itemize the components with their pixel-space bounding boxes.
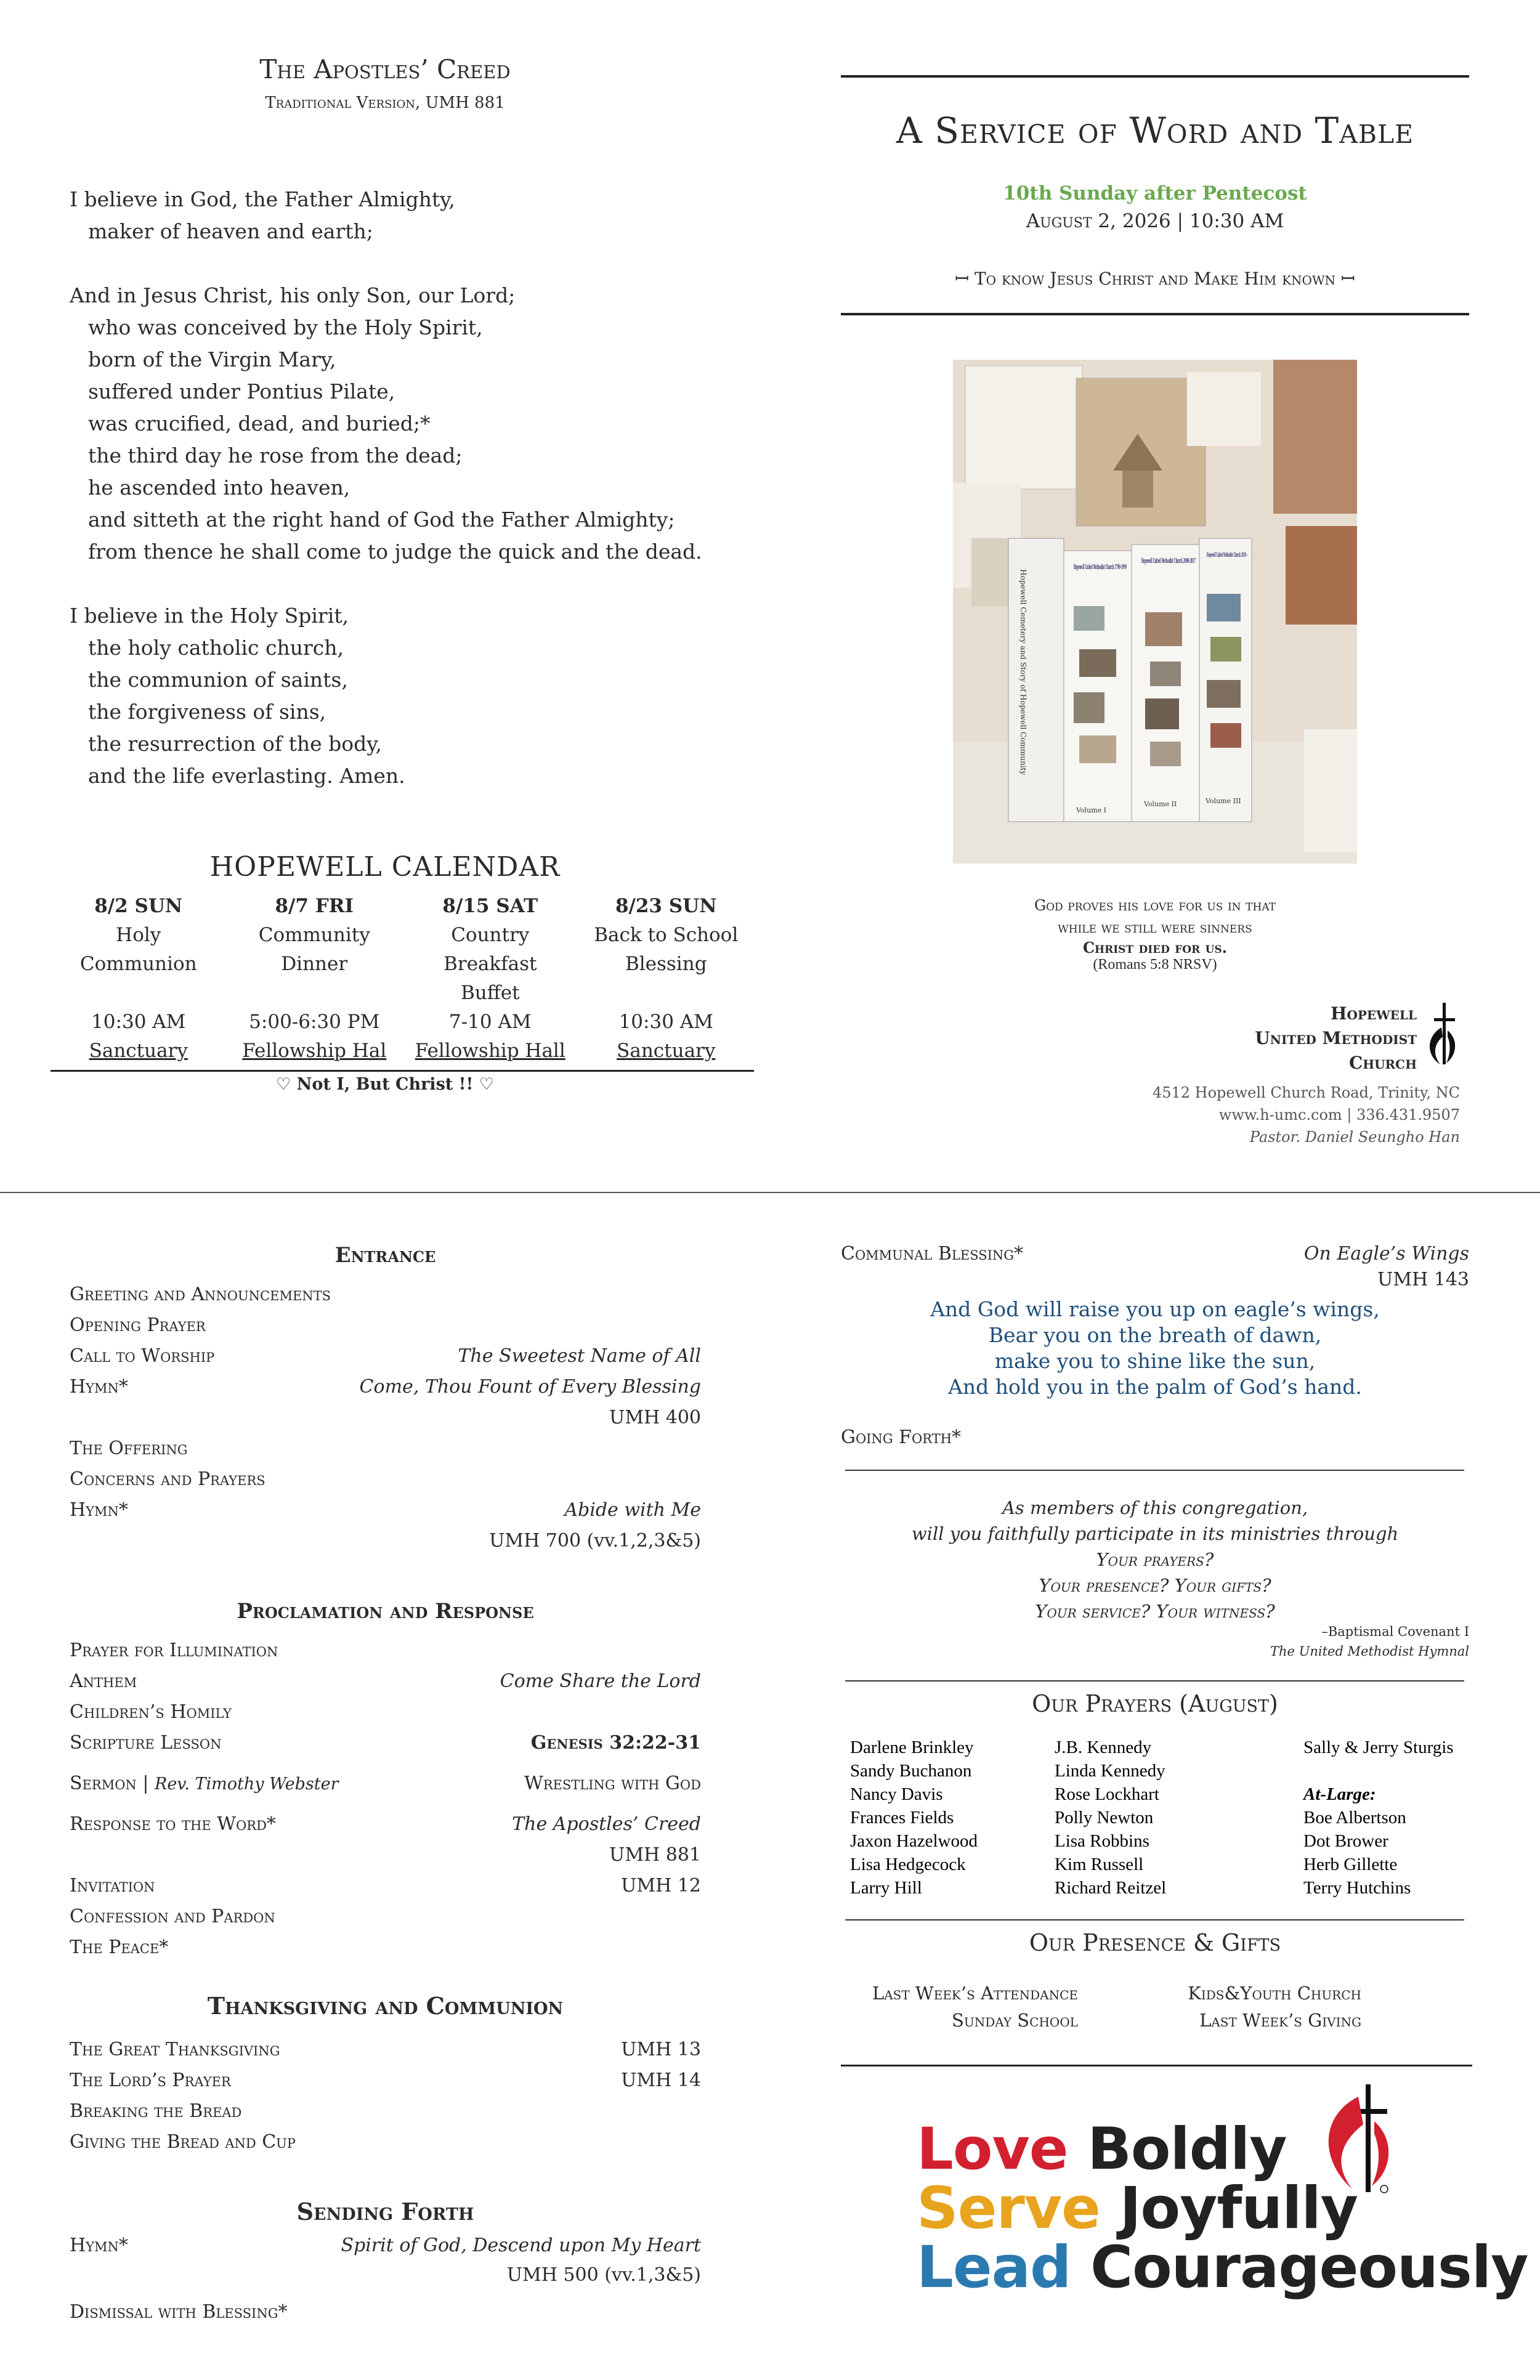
covenant-line-5: Your service? Your witness? bbox=[1035, 1601, 1275, 1622]
prayer-name: Linda Kennedy bbox=[1055, 1761, 1165, 1781]
divider-4 bbox=[841, 2065, 1472, 2066]
church-name-line-1: Hopewell bbox=[1331, 1003, 1417, 1024]
prayer-name: Lisa Hedgecock bbox=[850, 1855, 966, 1874]
section-entrance: Entrance bbox=[334, 1243, 436, 1268]
calendar-event-l3: Buffet bbox=[460, 982, 520, 1004]
sunday-school-label: Sunday School bbox=[952, 2010, 1078, 2031]
creed-gap bbox=[70, 568, 702, 600]
prayer-name: Frances Fields bbox=[850, 1808, 954, 1827]
baptismal-covenant bbox=[841, 1495, 1469, 1624]
creed-line: born of the Virgin Mary, bbox=[88, 347, 336, 371]
item-giving-bread: Giving the Bread and Cup bbox=[70, 2131, 296, 2153]
calendar-event-time: 5:00-6:30 PM bbox=[249, 1011, 380, 1033]
creed-line: I believe in the Holy Spirit, bbox=[70, 604, 349, 628]
creed-line: and the life everlasting. Amen. bbox=[88, 764, 405, 788]
prayer-column-2 bbox=[1055, 1736, 1303, 1900]
book-spine-3: Hopewell United Methodist Church 2018 - bbox=[1207, 552, 1247, 559]
umc-cross-flame-icon bbox=[1315, 2078, 1395, 2201]
covenant-cite-1: –Baptismal Covenant I bbox=[1321, 1624, 1469, 1639]
item-call-to-worship: Call to Worship The Sweetest Name of All bbox=[70, 1345, 701, 1367]
item-sermon: Sermon | Rev. Timothy Webster Wrestling with God bbox=[70, 1773, 701, 1794]
calendar-event bbox=[227, 892, 403, 1066]
prayer-name: Sandy Buchanon bbox=[850, 1761, 972, 1781]
creed-gap bbox=[70, 248, 702, 280]
covenant-line-4: Your presence? Your gifts? bbox=[1039, 1575, 1271, 1596]
prayer-name: Lisa Robbins bbox=[1055, 1831, 1149, 1851]
covenant-line-2: will you faithfully participate in its ministries through bbox=[911, 1523, 1399, 1544]
history-books-illustration bbox=[953, 360, 1357, 864]
calendar-event-l3 bbox=[227, 979, 403, 1008]
calendar-event-l2: Communion bbox=[79, 953, 197, 975]
lyric-line-3: make you to shine like the sun, bbox=[994, 1349, 1316, 1373]
at-large-label: At-Large: bbox=[1303, 1784, 1376, 1804]
item-communal-blessing: Communal Blessing* On Eagle’s Wings bbox=[841, 1243, 1469, 1265]
covenant-line-1: As members of this congregation, bbox=[1002, 1497, 1308, 1518]
creed-text bbox=[70, 184, 702, 792]
prayer-name: Larry Hill bbox=[850, 1878, 922, 1898]
prayer-name: Kim Russell bbox=[1055, 1855, 1144, 1874]
calendar-event-l3 bbox=[51, 979, 227, 1008]
slogan-lead: Lead bbox=[917, 2234, 1071, 2301]
service-title: A Service of Word and Table bbox=[896, 110, 1414, 152]
prayer-name: Sally & Jerry Sturgis bbox=[1303, 1738, 1454, 1757]
item-greeting: Greeting and Announcements bbox=[70, 1284, 331, 1305]
item-peace: The Peace* bbox=[70, 1937, 169, 1958]
item-hymn-1-number: UMH 400 bbox=[609, 1407, 701, 1428]
calendar-event-loc: Sanctuary bbox=[617, 1040, 716, 1062]
item-response-number: UMH 881 bbox=[609, 1844, 701, 1866]
item-response: Response to the Word* The Apostles’ Creed bbox=[70, 1813, 701, 1835]
item-invitation: Invitation UMH 12 bbox=[70, 1875, 701, 1896]
item-hymn-3-number: UMH 500 (vv.1,3&5) bbox=[506, 2264, 701, 2286]
item-breaking-bread: Breaking the Bread bbox=[70, 2100, 242, 2122]
calendar-event-l2: Breakfast bbox=[443, 953, 537, 975]
calendar-event-loc: Fellowship Hal bbox=[242, 1040, 387, 1062]
item-scripture: Scripture Lesson Genesis 32:22-31 bbox=[70, 1732, 701, 1754]
calendar-event bbox=[51, 892, 227, 1066]
calendar-motto: ♡ Not I, But Christ !! ♡ bbox=[276, 1075, 494, 1094]
prayer-name: Richard Reitzel bbox=[1055, 1878, 1167, 1898]
book-volume-3: Volume III bbox=[1206, 797, 1241, 805]
item-offering: The Offering bbox=[70, 1438, 188, 1459]
section-sending: Sending Forth bbox=[296, 2198, 474, 2225]
verse-line-3: Christ died for us. bbox=[1082, 939, 1228, 957]
calendar-event-day: 8/7 FRI bbox=[275, 895, 354, 917]
creed-line: the resurrection of the body, bbox=[88, 732, 382, 756]
slogan-serve: Serve bbox=[917, 2175, 1100, 2242]
calendar-event-day: 8/15 SAT bbox=[442, 895, 538, 917]
slogan-love: Love bbox=[917, 2116, 1068, 2183]
calendar-event-time: 10:30 AM bbox=[618, 1011, 713, 1033]
sunday-label: 10th Sunday after Pentecost bbox=[1003, 182, 1307, 204]
calendar-event-loc: Fellowship Hall bbox=[415, 1040, 565, 1062]
slogan bbox=[917, 2116, 1528, 2301]
creed-line: I believe in God, the Father Almighty, bbox=[70, 187, 455, 211]
creed-title: The Apostles’ Creed bbox=[259, 54, 511, 84]
lyric-line-1: And God will raise you up on eagle’s wings, bbox=[930, 1297, 1380, 1321]
verse-line-1: God proves his love for us in that bbox=[1034, 897, 1276, 914]
kids-youth-label: Kids&Youth Church bbox=[1188, 1983, 1361, 2004]
attendance-label: Last Week’s Attendance bbox=[872, 1983, 1078, 2004]
cover-top-rule bbox=[841, 75, 1469, 78]
prayer-name: Herb Gillette bbox=[1303, 1855, 1398, 1874]
calendar-event-day: 8/23 SUN bbox=[615, 895, 717, 917]
item-hymn-3: Hymn* Spirit of God, Descend upon My Heart bbox=[70, 2235, 701, 2256]
creed-line: the holy catholic church, bbox=[88, 636, 344, 660]
prayer-column-3 bbox=[1303, 1736, 1478, 1900]
item-confession: Confession and Pardon bbox=[70, 1906, 275, 1927]
divider-2 bbox=[845, 1680, 1464, 1682]
book-volume-2: Volume II bbox=[1144, 800, 1177, 808]
creed-line: the forgiveness of sins, bbox=[88, 700, 326, 724]
slogan-courageously: Courageously bbox=[1090, 2234, 1528, 2301]
prayer-name: Boe Albertson bbox=[1303, 1808, 1406, 1827]
church-name-line-2: United Methodist bbox=[1255, 1028, 1417, 1048]
item-lords-prayer: The Lord’s Prayer UMH 14 bbox=[70, 2070, 701, 2091]
book-volume-1: Volume I bbox=[1076, 806, 1106, 814]
mission-statement bbox=[841, 267, 1469, 290]
mission-text: To know Jesus Christ and Make Him known bbox=[974, 269, 1336, 289]
prayers-title: Our Prayers (August) bbox=[1032, 1690, 1278, 1717]
item-going-forth: Going Forth* bbox=[841, 1427, 961, 1448]
creed-line: from thence he shall come to judge the quick and the dead. bbox=[88, 540, 702, 564]
calendar-divider bbox=[51, 1070, 754, 1072]
church-pastor: Pastor. Daniel Seungho Han bbox=[1249, 1128, 1460, 1146]
gifts-title: Our Presence & Gifts bbox=[1029, 1929, 1281, 1956]
church-name-line-3: Church bbox=[1348, 1053, 1417, 1073]
calendar-event-l1: Back to School bbox=[594, 924, 739, 946]
item-communal-number: UMH 143 bbox=[1377, 1269, 1469, 1290]
verse-reference: (Romans 5:8 NRSV) bbox=[1093, 957, 1217, 973]
item-anthem: Anthem Come Share the Lord bbox=[70, 1670, 701, 1692]
item-hymn-2-number: UMH 700 (vv.1,2,3&5) bbox=[489, 1530, 701, 1552]
prayer-name: Rose Lockhart bbox=[1055, 1784, 1159, 1804]
creed-line: suffered under Pontius Pilate, bbox=[88, 379, 395, 403]
eagle-wings-lyrics bbox=[841, 1297, 1469, 1400]
creed-line: the communion of saints, bbox=[88, 668, 348, 692]
gifts-stats bbox=[844, 1980, 1472, 2034]
creed-subtitle: Traditional Version, UMH 881 bbox=[265, 94, 505, 112]
mission-ornament-left-icon: ꟷ bbox=[955, 269, 975, 289]
calendar-event-l2: Blessing bbox=[625, 953, 707, 975]
item-homily: Children’s Homily bbox=[70, 1701, 232, 1723]
page-fold-line bbox=[0, 1192, 1540, 1193]
prayer-name: J.B. Kennedy bbox=[1055, 1738, 1152, 1757]
calendar-event-l1: Country bbox=[451, 924, 530, 946]
book-spine-4: Hopewell Cemetery and Story of Hopewell Community bbox=[1019, 569, 1027, 775]
service-date: August 2, 2026 | 10:30 AM bbox=[1026, 210, 1284, 232]
calendar-event-l2: Dinner bbox=[281, 953, 348, 975]
church-name bbox=[1170, 1002, 1417, 1075]
calendar-event-l3 bbox=[578, 979, 755, 1008]
prayer-name: Darlene Brinkley bbox=[850, 1738, 974, 1757]
cross-and-flame-icon bbox=[1423, 1003, 1460, 1071]
cover-bottom-rule bbox=[841, 313, 1469, 315]
prayer-name: Jaxon Hazelwood bbox=[850, 1831, 978, 1851]
covenant-line-3: Your prayers? bbox=[1096, 1549, 1214, 1570]
item-hymn-2: Hymn* Abide with Me bbox=[70, 1499, 701, 1521]
creed-line: he ascended into heaven, bbox=[88, 476, 351, 500]
divider-3 bbox=[845, 1919, 1464, 1921]
item-hymn-1: Hymn* Come, Thou Fount of Every Blessing bbox=[70, 1376, 701, 1398]
covenant-cite-2: The United Methodist Hymnal bbox=[1270, 1644, 1469, 1659]
history-books-photo bbox=[953, 360, 1357, 864]
prayer-name: Polly Newton bbox=[1055, 1808, 1154, 1827]
item-great-thanksgiving: The Great Thanksgiving UMH 13 bbox=[70, 2039, 701, 2060]
calendar-event-l1: Holy bbox=[116, 924, 161, 946]
item-opening-prayer: Opening Prayer bbox=[70, 1314, 206, 1336]
calendar-event bbox=[578, 892, 755, 1066]
prayer-name: Terry Hutchins bbox=[1303, 1878, 1411, 1898]
item-dismissal: Dismissal with Blessing* bbox=[70, 2301, 288, 2323]
calendar-event-loc: Sanctuary bbox=[89, 1040, 188, 1062]
verse-line-2: while we still were sinners bbox=[1058, 919, 1252, 936]
creed-line: maker of heaven and earth; bbox=[88, 219, 373, 243]
calendar-event-time: 10:30 AM bbox=[91, 1011, 186, 1033]
section-proclamation: Proclamation and Response bbox=[237, 1599, 534, 1624]
book-spine-2: Hopewell United Methodist Church 2000-2017 bbox=[1141, 557, 1196, 565]
creed-line: the third day he rose from the dead; bbox=[88, 443, 463, 467]
calendar-event-time: 7-10 AM bbox=[448, 1011, 532, 1033]
item-illumination: Prayer for Illumination bbox=[70, 1640, 278, 1661]
creed-line: who was conceived by the Holy Spirit, bbox=[88, 315, 483, 339]
giving-label: Last Week’s Giving bbox=[1199, 2010, 1361, 2031]
creed-line: and sitteth at the right hand of God the Father Almighty; bbox=[88, 508, 675, 532]
lyric-line-2: Bear you on the breath of dawn, bbox=[988, 1323, 1322, 1347]
calendar-event-day: 8/2 SUN bbox=[94, 895, 183, 917]
calendar-title: HOPEWELL CALENDAR bbox=[209, 851, 561, 883]
mission-ornament-right-icon: ꟷ bbox=[1335, 269, 1355, 289]
slogan-joyfully: Joyfully bbox=[1119, 2175, 1358, 2242]
book-spine-1: Hopewell United Methodist Church 1790-1999 bbox=[1074, 563, 1127, 571]
church-web-phone: www.h-umc.com | 336.431.9507 bbox=[1218, 1106, 1460, 1123]
slogan-boldly: Boldly bbox=[1087, 2116, 1287, 2183]
covenant-citation bbox=[1047, 1622, 1469, 1661]
item-concerns: Concerns and Prayers bbox=[70, 1468, 265, 1490]
church-contact bbox=[1016, 1082, 1460, 1148]
prayer-name: Nancy Davis bbox=[850, 1784, 943, 1804]
calendar-event-l1: Community bbox=[258, 924, 370, 946]
divider-1 bbox=[845, 1470, 1464, 1471]
verse-lines bbox=[841, 894, 1469, 939]
lyric-line-4: And hold you in the palm of God’s hand. bbox=[948, 1375, 1362, 1399]
church-address: 4512 Hopewell Church Road, Trinity, NC bbox=[1152, 1084, 1460, 1101]
calendar-grid bbox=[51, 892, 754, 1066]
creed-line: was crucified, dead, and buried;* bbox=[88, 411, 431, 435]
calendar-event bbox=[402, 892, 578, 1066]
creed-line: And in Jesus Christ, his only Son, our Lord; bbox=[70, 283, 516, 307]
prayer-list bbox=[850, 1736, 1478, 1900]
prayer-column-1 bbox=[850, 1736, 1055, 1900]
section-thanksgiving: Thanksgiving and Communion bbox=[207, 1992, 564, 2020]
prayer-name: Dot Brower bbox=[1303, 1831, 1388, 1851]
